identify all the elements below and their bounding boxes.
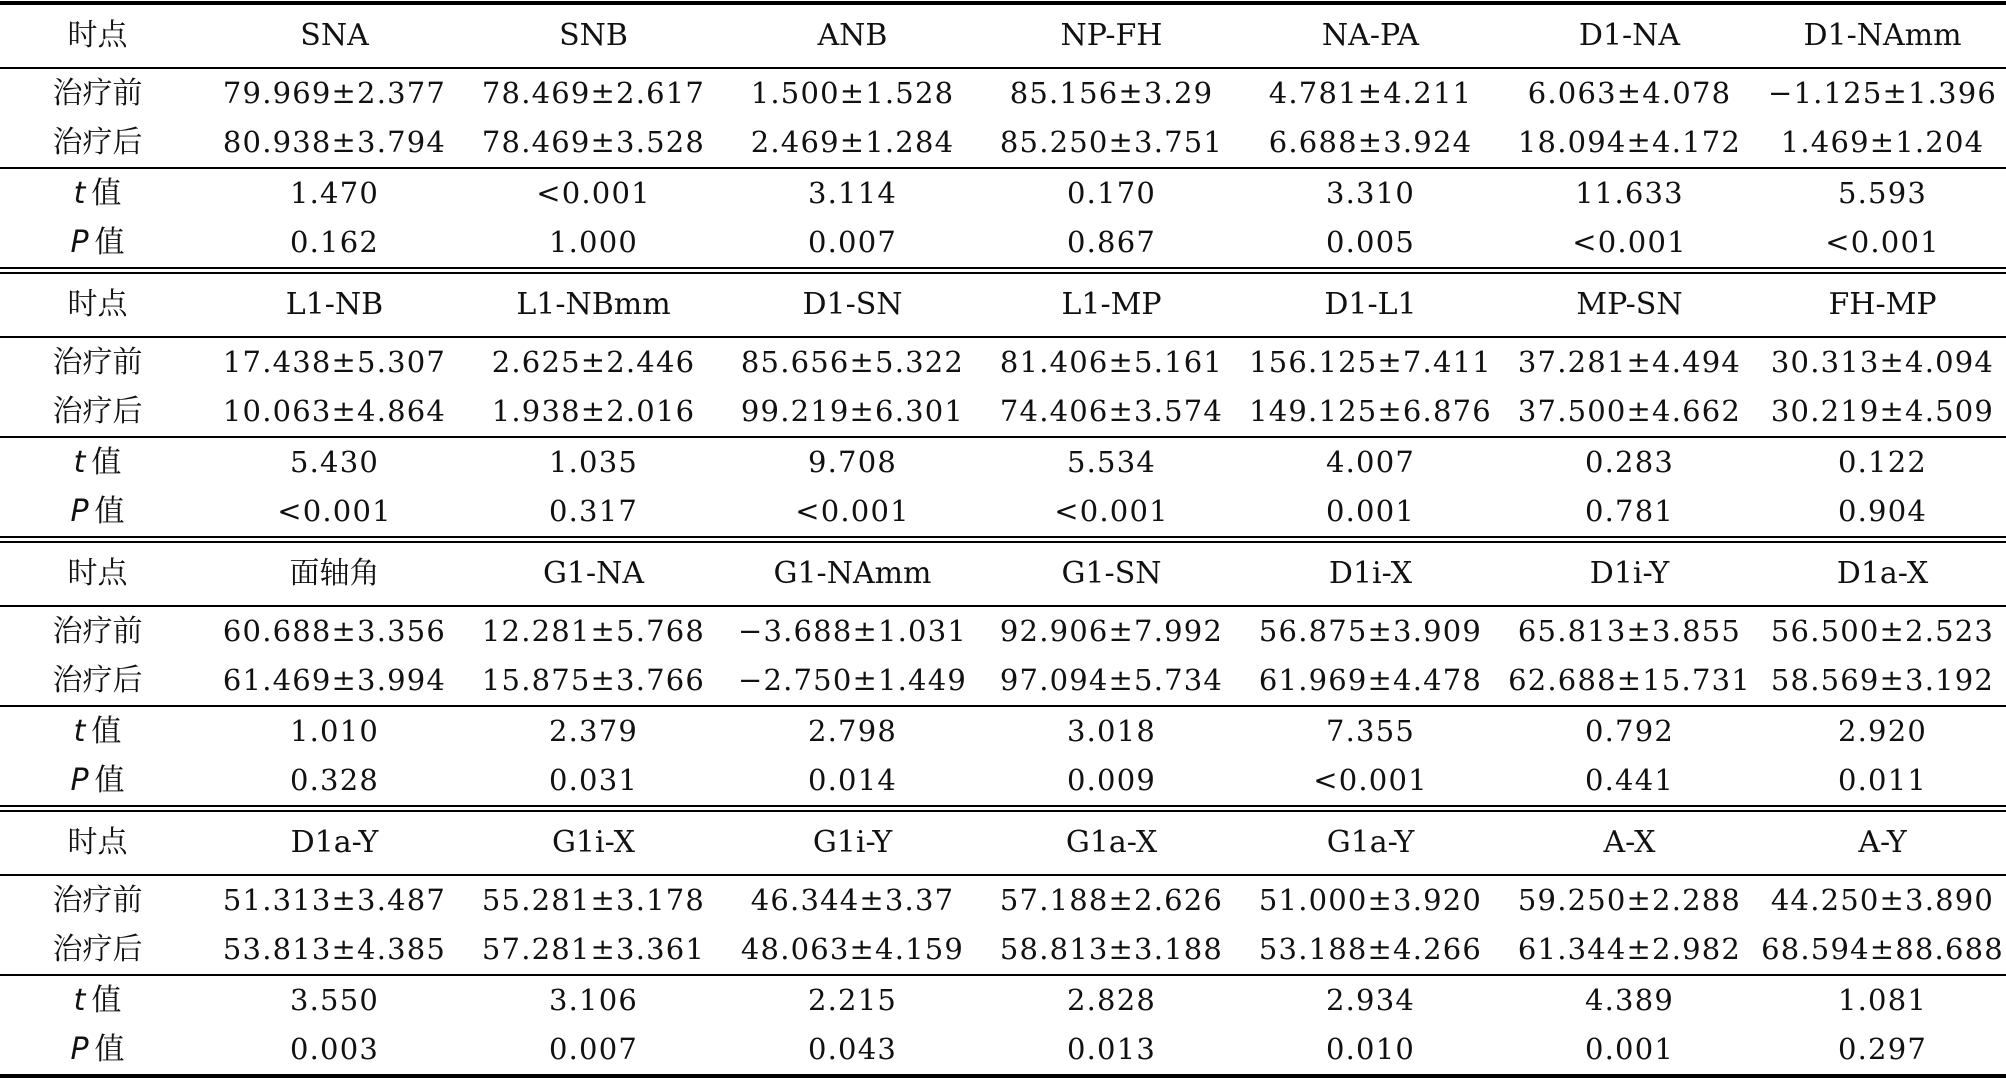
column-header: ANB — [817, 18, 888, 53]
column-header: G1-SN — [1061, 556, 1162, 591]
table-cell: 18.094±4.172 — [1517, 125, 1742, 159]
table-cell: 2.379 — [548, 714, 639, 748]
value-suffix: 值 — [91, 983, 122, 1018]
table-cell: <0.001 — [1825, 225, 1940, 259]
table-section — [0, 536, 2006, 805]
column-header: NP-FH — [1060, 18, 1163, 53]
value-suffix: 值 — [94, 225, 125, 260]
value-suffix: 值 — [91, 714, 122, 749]
table-cell: 0.007 — [807, 225, 898, 259]
row-label — [0, 487, 205, 536]
table-cell: 3.310 — [1325, 176, 1416, 210]
p-symbol: P — [70, 494, 89, 529]
table-cell: 3.550 — [289, 983, 380, 1017]
table-cell: 3.114 — [807, 176, 898, 210]
column-header: A-X — [1603, 825, 1656, 860]
table-cell: 51.313±3.487 — [222, 883, 447, 917]
table-cell: 78.469±3.528 — [481, 125, 706, 159]
table-cell: 62.688±15.731 — [1508, 663, 1751, 697]
column-header: G1i-Y — [812, 825, 893, 860]
table-cell: 17.438±5.307 — [222, 345, 447, 379]
table-cell: −1.125±1.396 — [1767, 76, 1998, 110]
table-cell: 79.969±2.377 — [222, 76, 447, 110]
p-symbol: P — [70, 763, 89, 798]
row-label — [0, 1025, 205, 1074]
table-cell: 59.250±2.288 — [1517, 883, 1742, 917]
row-label: 治疗后 — [52, 663, 143, 698]
table-cell: 6.063±4.078 — [1527, 76, 1732, 110]
table-cell: 55.281±3.178 — [481, 883, 706, 917]
value-suffix: 值 — [94, 494, 125, 529]
table-cell: 2.920 — [1837, 714, 1928, 748]
table-cell: 0.003 — [289, 1032, 380, 1066]
table-cell: 61.969±4.478 — [1258, 663, 1483, 697]
table-cell: 92.906±7.992 — [999, 614, 1224, 648]
row-pre-treatment — [0, 69, 2006, 118]
table-cell: 5.534 — [1066, 445, 1157, 479]
column-header: L1-NBmm — [516, 287, 671, 322]
value-suffix: 值 — [91, 176, 122, 211]
row-label — [0, 707, 205, 756]
table-cell: 1.470 — [289, 176, 380, 210]
table-section — [0, 805, 2006, 1078]
table-cell: 0.867 — [1066, 225, 1157, 259]
table-cell: 37.281±4.494 — [1517, 345, 1742, 379]
table-header-row — [0, 543, 2006, 607]
column-header: 面轴角 — [289, 556, 380, 591]
table-cell: 56.875±3.909 — [1258, 614, 1483, 648]
table-cell: 1.938±2.016 — [491, 394, 696, 428]
table-cell: 0.001 — [1325, 494, 1416, 528]
row-label — [0, 218, 205, 267]
table-cell: 0.170 — [1066, 176, 1157, 210]
table-cell: 74.406±3.574 — [999, 394, 1224, 428]
table-cell: 3.106 — [548, 983, 639, 1017]
row-post-treatment — [0, 118, 2006, 169]
t-symbol: t — [73, 714, 86, 749]
table-cell: 1.081 — [1837, 983, 1928, 1017]
row-p-value — [0, 1025, 2006, 1074]
table-cell: 0.013 — [1066, 1032, 1157, 1066]
row-label: 治疗后 — [52, 394, 143, 429]
table-cell: 85.656±5.322 — [740, 345, 965, 379]
row-label — [0, 169, 205, 218]
row-label — [0, 438, 205, 487]
column-header: G1-NAmm — [773, 556, 932, 591]
table-cell: −3.688±1.031 — [737, 614, 968, 648]
table-cell: 0.297 — [1837, 1032, 1928, 1066]
row-p-value — [0, 218, 2006, 267]
column-header: D1i-Y — [1589, 556, 1670, 591]
row-p-value — [0, 487, 2006, 536]
table-cell: 12.281±5.768 — [481, 614, 706, 648]
column-header: G1a-X — [1065, 825, 1158, 860]
row-t-value — [0, 438, 2006, 487]
table-cell: 81.406±5.161 — [999, 345, 1224, 379]
table-cell: <0.001 — [795, 494, 910, 528]
column-header: MP-SN — [1576, 287, 1683, 322]
column-header: D1-L1 — [1324, 287, 1417, 322]
table-cell: 51.000±3.920 — [1258, 883, 1483, 917]
table-cell: 60.688±3.356 — [222, 614, 447, 648]
column-header: A-Y — [1858, 825, 1907, 860]
row-label: 治疗前 — [52, 614, 143, 649]
table-cell: 4.781±4.211 — [1268, 76, 1473, 110]
row-label-time: 时点 — [67, 18, 128, 53]
table-cell: <0.001 — [536, 176, 651, 210]
table-cell: 11.633 — [1575, 176, 1684, 210]
table-cell: 61.469±3.994 — [222, 663, 447, 697]
table-cell: 1.469±1.204 — [1780, 125, 1985, 159]
table-cell: 58.813±3.188 — [999, 932, 1224, 966]
table-cell: 3.018 — [1066, 714, 1157, 748]
column-header: G1-NA — [542, 556, 645, 591]
table-cell: 48.063±4.159 — [740, 932, 965, 966]
table-cell: 2.215 — [807, 983, 898, 1017]
table-cell: 156.125±7.411 — [1249, 345, 1492, 379]
table-cell: 58.569±3.192 — [1770, 663, 1995, 697]
table-cell: 97.094±5.734 — [999, 663, 1224, 697]
row-label-time: 时点 — [67, 556, 128, 591]
table-cell: 2.625±2.446 — [491, 345, 696, 379]
table-cell: 9.708 — [807, 445, 898, 479]
table-cell: 15.875±3.766 — [481, 663, 706, 697]
table-cell: 0.031 — [548, 763, 639, 797]
column-header: D1i-X — [1328, 556, 1413, 591]
column-header: SNB — [559, 18, 628, 53]
column-header: FH-MP — [1828, 287, 1937, 322]
table-cell: 0.792 — [1584, 714, 1675, 748]
table-header-row — [0, 812, 2006, 876]
column-header: G1i-X — [551, 825, 636, 860]
row-pre-treatment — [0, 338, 2006, 387]
table-cell: 85.250±3.751 — [999, 125, 1224, 159]
row-label: 治疗前 — [52, 76, 143, 111]
value-suffix: 值 — [94, 1032, 125, 1067]
table-cell: 10.063±4.864 — [222, 394, 447, 428]
table-cell: 0.005 — [1325, 225, 1416, 259]
table-cell: 68.594±88.688 — [1761, 932, 2004, 966]
column-header: D1-NAmm — [1803, 18, 1962, 53]
table-cell: 0.122 — [1837, 445, 1928, 479]
table-cell: 56.500±2.523 — [1770, 614, 1995, 648]
table-cell: 1.000 — [548, 225, 639, 259]
column-header: D1-NA — [1578, 18, 1681, 53]
table-cell: 2.469±1.284 — [750, 125, 955, 159]
column-header: D1a-X — [1836, 556, 1929, 591]
table-cell: 2.798 — [807, 714, 898, 748]
row-post-treatment — [0, 656, 2006, 707]
table-cell: <0.001 — [1572, 225, 1687, 259]
table-cell: 0.009 — [1066, 763, 1157, 797]
table-cell: 30.313±4.094 — [1770, 345, 1995, 379]
table-cell: 4.389 — [1584, 983, 1675, 1017]
row-t-value — [0, 169, 2006, 218]
row-label: 治疗前 — [52, 883, 143, 918]
table-section — [0, 267, 2006, 536]
table-cell: 0.283 — [1584, 445, 1675, 479]
column-header: L1-NB — [285, 287, 384, 322]
table-cell: 7.355 — [1325, 714, 1416, 748]
value-suffix: 值 — [94, 763, 125, 798]
table-cell: <0.001 — [277, 494, 392, 528]
column-header: L1-MP — [1061, 287, 1162, 322]
row-label — [0, 976, 205, 1025]
t-symbol: t — [73, 445, 86, 480]
row-t-value — [0, 976, 2006, 1025]
table-cell: 61.344±2.982 — [1517, 932, 1742, 966]
row-label-time: 时点 — [67, 287, 128, 322]
table-cell: 2.934 — [1325, 983, 1416, 1017]
column-header: D1-SN — [802, 287, 903, 322]
table-section — [0, 1, 2006, 267]
row-pre-treatment — [0, 876, 2006, 925]
table-cell: 85.156±3.29 — [1009, 76, 1214, 110]
table-cell: 57.188±2.626 — [999, 883, 1224, 917]
table-cell: 1.500±1.528 — [750, 76, 955, 110]
table-cell: 4.007 — [1325, 445, 1416, 479]
table-cell: 2.828 — [1066, 983, 1157, 1017]
table-cell: <0.001 — [1313, 763, 1428, 797]
table-cell: 0.011 — [1837, 763, 1928, 797]
table-cell: 149.125±6.876 — [1249, 394, 1492, 428]
column-header: SNA — [300, 18, 369, 53]
table-cell: 57.281±3.361 — [481, 932, 706, 966]
row-post-treatment — [0, 387, 2006, 438]
table-cell: 65.813±3.855 — [1517, 614, 1742, 648]
table-cell: 78.469±2.617 — [481, 76, 706, 110]
table-cell: 0.007 — [548, 1032, 639, 1066]
table-cell: 0.010 — [1325, 1032, 1416, 1066]
row-label: 治疗后 — [52, 125, 143, 160]
table-cell: 37.500±4.662 — [1517, 394, 1742, 428]
table-cell: 0.904 — [1837, 494, 1928, 528]
t-symbol: t — [73, 983, 86, 1018]
table-cell: 0.014 — [807, 763, 898, 797]
table-cell: 6.688±3.924 — [1268, 125, 1473, 159]
table-cell: 80.938±3.794 — [222, 125, 447, 159]
table-cell: 0.317 — [548, 494, 639, 528]
row-post-treatment — [0, 925, 2006, 976]
p-symbol: P — [70, 225, 89, 260]
table-cell: 44.250±3.890 — [1770, 883, 1995, 917]
table-cell: 0.781 — [1584, 494, 1675, 528]
table-cell: <0.001 — [1054, 494, 1169, 528]
table-header-row — [0, 274, 2006, 338]
row-t-value — [0, 707, 2006, 756]
table-cell: 46.344±3.37 — [750, 883, 955, 917]
t-symbol: t — [73, 176, 86, 211]
table-cell: 30.219±4.509 — [1770, 394, 1995, 428]
p-symbol: P — [70, 1032, 89, 1067]
table-cell: 0.001 — [1584, 1032, 1675, 1066]
row-pre-treatment — [0, 607, 2006, 656]
row-label: 治疗后 — [52, 932, 143, 967]
table-cell: 5.430 — [289, 445, 380, 479]
table-cell: 1.035 — [548, 445, 639, 479]
table-cell: 53.188±4.266 — [1258, 932, 1483, 966]
column-header: G1a-Y — [1326, 825, 1415, 860]
column-header: NA-PA — [1321, 18, 1420, 53]
row-label: 治疗前 — [52, 345, 143, 380]
table-cell: −2.750±1.449 — [737, 663, 968, 697]
row-p-value — [0, 756, 2006, 805]
row-label — [0, 756, 205, 805]
table-cell: 0.441 — [1584, 763, 1675, 797]
row-label-time: 时点 — [67, 825, 128, 860]
column-header: D1a-Y — [290, 825, 379, 860]
table-header-row — [0, 5, 2006, 69]
table-cell: 53.813±4.385 — [222, 932, 447, 966]
table-cell: 1.010 — [289, 714, 380, 748]
table-cell: 0.162 — [289, 225, 380, 259]
table-cell: 0.043 — [807, 1032, 898, 1066]
table-cell: 5.593 — [1837, 176, 1928, 210]
table-cell: 99.219±6.301 — [740, 394, 965, 428]
table-cell: 0.328 — [289, 763, 380, 797]
value-suffix: 值 — [91, 445, 122, 480]
